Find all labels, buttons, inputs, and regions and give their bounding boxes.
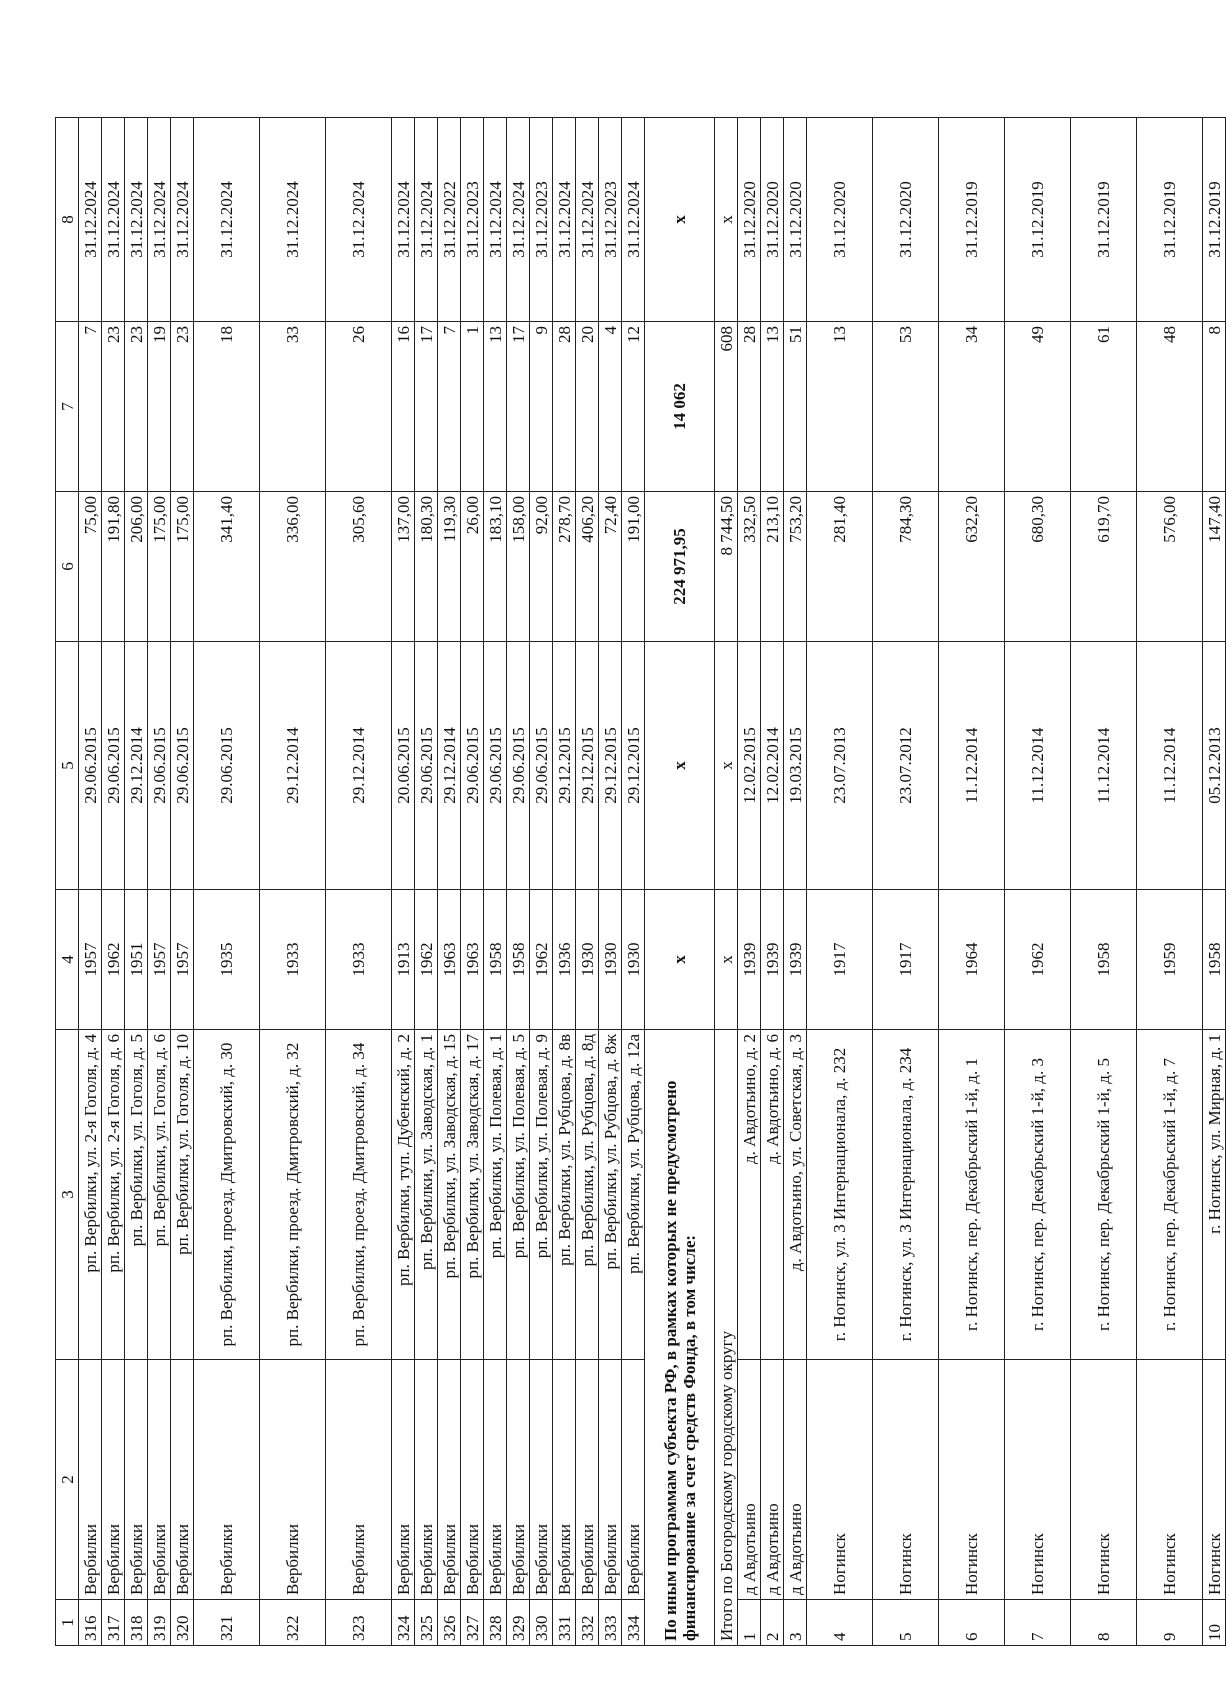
year-built-cell: 1963 <box>438 890 461 1030</box>
residents-cell: 34 <box>939 322 1005 492</box>
recognition-date-cell: 29.12.2014 <box>326 642 392 890</box>
recognition-date-cell: 29.06.2015 <box>148 642 171 890</box>
row-number-cell: 331 <box>553 1600 576 1646</box>
year-built-cell: 1930 <box>622 890 645 1030</box>
table-row <box>507 118 530 1646</box>
address-cell: д. Авдотьино, д. 2 <box>738 1030 761 1360</box>
row-number-cell: 325 <box>415 1600 438 1646</box>
area-cell: 72,40 <box>599 492 622 642</box>
deadline-cell: 31.12.2024 <box>260 118 326 322</box>
header-cell: 7 <box>56 322 79 492</box>
recognition-date-cell: 29.06.2015 <box>461 642 484 890</box>
recognition-date-cell: 29.12.2015 <box>553 642 576 890</box>
year-built-cell: 1917 <box>807 890 873 1030</box>
area-cell: 206,00 <box>125 492 148 642</box>
table-row <box>784 118 807 1646</box>
residents-cell: 19 <box>148 322 171 492</box>
table-row <box>1137 118 1203 1646</box>
row-number-cell: 10 <box>1203 1600 1226 1646</box>
residents-cell: 17 <box>507 322 530 492</box>
address-cell: рп. Вербилки, проезд. Дмитровский, д. 34 <box>326 1030 392 1360</box>
year-built-cell: 1939 <box>784 890 807 1030</box>
header-cell: 3 <box>56 1030 79 1360</box>
address-cell: г. Ногинск, ул. Мирная, д. 1 <box>1203 1030 1226 1360</box>
recognition-date-cell: 11.12.2014 <box>1071 642 1137 890</box>
area-cell: 175,00 <box>148 492 171 642</box>
residents-cell: 49 <box>1005 322 1071 492</box>
residents-cell: 13 <box>807 322 873 492</box>
year-built-cell: 1913 <box>392 890 415 1030</box>
locality-cell: Вербилки <box>507 1360 530 1600</box>
year-built-cell: 1959 <box>1137 890 1203 1030</box>
locality-cell: Вербилки <box>171 1360 194 1600</box>
residents-cell: 23 <box>102 322 125 492</box>
recognition-date-cell: 29.12.2015 <box>576 642 599 890</box>
year-built-cell: 1962 <box>102 890 125 1030</box>
section-year-cell: x <box>645 890 715 1030</box>
address-cell: г. Ногинск, пер. Декабрьский 1-й, д. 1 <box>939 1030 1005 1360</box>
address-cell: рп. Вербилки, ул. 2-я Гоголя, д. 6 <box>102 1030 125 1360</box>
locality-cell: Вербилки <box>530 1360 553 1600</box>
address-cell: рп. Вербилки, ул. Рубцова, д. 8д <box>576 1030 599 1360</box>
section-people-cell: 14 062 <box>645 322 715 492</box>
year-built-cell: 1958 <box>507 890 530 1030</box>
table-row <box>873 118 939 1646</box>
residents-cell: 23 <box>171 322 194 492</box>
year-built-cell: 1962 <box>415 890 438 1030</box>
deadline-cell: 31.12.2023 <box>530 118 553 322</box>
address-cell: г. Ногинск, ул. 3 Интернационала, д. 232 <box>807 1030 873 1360</box>
area-cell: 213,10 <box>761 492 784 642</box>
area-cell: 147,40 <box>1203 492 1226 642</box>
address-cell: рп. Вербилки, проезд. Дмитровский, д. 30 <box>194 1030 260 1360</box>
recognition-date-cell: 11.12.2014 <box>1137 642 1203 890</box>
deadline-cell: 31.12.2019 <box>1005 118 1071 322</box>
residents-cell: 13 <box>484 322 507 492</box>
housing-table <box>55 117 1226 1646</box>
residents-cell: 51 <box>784 322 807 492</box>
recognition-date-cell: 29.06.2015 <box>171 642 194 890</box>
recognition-date-cell: 29.06.2015 <box>415 642 438 890</box>
residents-cell: 7 <box>438 322 461 492</box>
recognition-date-cell: 29.12.2015 <box>622 642 645 890</box>
recognition-date-cell: 29.12.2015 <box>599 642 622 890</box>
deadline-cell: 31.12.2023 <box>599 118 622 322</box>
subtotal-deadline-cell: x <box>715 118 738 322</box>
address-cell: г. Ногинск, ул. 3 Интернационала, д. 234 <box>873 1030 939 1360</box>
area-cell: 175,00 <box>171 492 194 642</box>
deadline-cell: 31.12.2024 <box>102 118 125 322</box>
row-number-cell: 319 <box>148 1600 171 1646</box>
year-built-cell: 1939 <box>761 890 784 1030</box>
address-cell: рп. Вербилки, проезд. Дмитровский, д. 32 <box>260 1030 326 1360</box>
year-built-cell: 1933 <box>326 890 392 1030</box>
row-number-cell: 7 <box>1005 1600 1071 1646</box>
section-label: По иным программам субъекта РФ, в рамках которых не предусмотрено финансирование за счет средств Фонда, в том числе: <box>645 1030 715 1646</box>
area-cell: 341,40 <box>194 492 260 642</box>
area-cell: 278,70 <box>553 492 576 642</box>
deadline-cell: 31.12.2023 <box>461 118 484 322</box>
residents-cell: 4 <box>599 322 622 492</box>
year-built-cell: 1957 <box>148 890 171 1030</box>
row-number-cell: 322 <box>260 1600 326 1646</box>
address-cell: рп. Вербилки, ул. Гоголя, д. 10 <box>171 1030 194 1360</box>
year-built-cell: 1964 <box>939 890 1005 1030</box>
row-number-cell: 6 <box>939 1600 1005 1646</box>
locality-cell: Вербилки <box>79 1360 102 1600</box>
header-cell: 8 <box>56 118 79 322</box>
address-cell: рп. Вербилки, ул. Полевая, д. 5 <box>507 1030 530 1360</box>
recognition-date-cell: 23.07.2012 <box>873 642 939 890</box>
row-number-cell: 333 <box>599 1600 622 1646</box>
locality-cell: Вербилки <box>576 1360 599 1600</box>
recognition-date-cell: 29.06.2015 <box>484 642 507 890</box>
row-number-cell: 8 <box>1071 1600 1137 1646</box>
year-built-cell: 1930 <box>576 890 599 1030</box>
residents-cell: 9 <box>530 322 553 492</box>
residents-cell: 7 <box>79 322 102 492</box>
subtotal-label: Итого по Богородскому городскому округу <box>715 1030 738 1646</box>
recognition-date-cell: 05.12.2013 <box>1203 642 1226 890</box>
header-cell: 6 <box>56 492 79 642</box>
locality-cell: Вербилки <box>194 1360 260 1600</box>
row-number-cell: 1 <box>738 1600 761 1646</box>
area-cell: 305,60 <box>326 492 392 642</box>
deadline-cell: 31.12.2024 <box>484 118 507 322</box>
locality-cell: Вербилки <box>415 1360 438 1600</box>
table-row <box>622 118 645 1646</box>
locality-cell: Вербилки <box>102 1360 125 1600</box>
residents-cell: 28 <box>738 322 761 492</box>
locality-cell: Ногинск <box>807 1360 873 1600</box>
locality-cell: Вербилки <box>148 1360 171 1600</box>
address-cell: рп. Вербилки, ул. Заводская, д. 17 <box>461 1030 484 1360</box>
recognition-date-cell: 29.06.2015 <box>507 642 530 890</box>
table-row <box>148 118 171 1646</box>
address-cell: рп. Вербилки, ул. Заводская, д. 1 <box>415 1030 438 1360</box>
row-number-cell: 328 <box>484 1600 507 1646</box>
section-date-cell: x <box>645 642 715 890</box>
recognition-date-cell: 29.06.2015 <box>79 642 102 890</box>
row-number-cell: 329 <box>507 1600 530 1646</box>
table-row <box>260 118 326 1646</box>
year-built-cell: 1958 <box>1071 890 1137 1030</box>
area-cell: 92,00 <box>530 492 553 642</box>
recognition-date-cell: 29.12.2014 <box>125 642 148 890</box>
recognition-date-cell: 29.12.2014 <box>260 642 326 890</box>
table-header-row <box>56 118 79 1646</box>
row-number-cell: 327 <box>461 1600 484 1646</box>
residents-cell: 17 <box>415 322 438 492</box>
address-cell: г. Ногинск, пер. Декабрьский 1-й, д. 5 <box>1071 1030 1137 1360</box>
residents-cell: 61 <box>1071 322 1137 492</box>
subtotal-year-cell: x <box>715 890 738 1030</box>
deadline-cell: 31.12.2020 <box>761 118 784 322</box>
recognition-date-cell: 23.07.2013 <box>807 642 873 890</box>
deadline-cell: 31.12.2024 <box>148 118 171 322</box>
area-cell: 619,70 <box>1071 492 1137 642</box>
year-built-cell: 1936 <box>553 890 576 1030</box>
residents-cell: 20 <box>576 322 599 492</box>
area-cell: 406,20 <box>576 492 599 642</box>
table-row <box>438 118 461 1646</box>
locality-cell: Ногинск <box>1203 1360 1226 1600</box>
year-built-cell: 1958 <box>1203 890 1226 1030</box>
row-number-cell: 330 <box>530 1600 553 1646</box>
area-cell: 281,40 <box>807 492 873 642</box>
deadline-cell: 31.12.2020 <box>784 118 807 322</box>
year-built-cell: 1917 <box>873 890 939 1030</box>
area-cell: 632,20 <box>939 492 1005 642</box>
area-cell: 191,80 <box>102 492 125 642</box>
subtotal-area-cell: 8 744,50 <box>715 492 738 642</box>
locality-cell: Ногинск <box>873 1360 939 1600</box>
recognition-date-cell: 29.06.2015 <box>530 642 553 890</box>
deadline-cell: 31.12.2020 <box>807 118 873 322</box>
residents-cell: 1 <box>461 322 484 492</box>
address-cell: д. Авдотьино, ул. Советская, д. 3 <box>784 1030 807 1360</box>
residents-cell: 26 <box>326 322 392 492</box>
section-area-cell: 224 971,95 <box>645 492 715 642</box>
locality-cell: д Авдотьино <box>784 1360 807 1600</box>
residents-cell: 23 <box>125 322 148 492</box>
address-cell: рп. Вербилки, ул. Рубцова, д. 12а <box>622 1030 645 1360</box>
table-row <box>530 118 553 1646</box>
subtotal-people-cell: 608 <box>715 322 738 492</box>
area-cell: 26,00 <box>461 492 484 642</box>
table-row <box>102 118 125 1646</box>
year-built-cell: 1939 <box>738 890 761 1030</box>
locality-cell: Вербилки <box>125 1360 148 1600</box>
row-number-cell: 5 <box>873 1600 939 1646</box>
locality-cell: Вербилки <box>622 1360 645 1600</box>
year-built-cell: 1951 <box>125 890 148 1030</box>
residents-cell: 12 <box>622 322 645 492</box>
deadline-cell: 31.12.2020 <box>873 118 939 322</box>
table-row <box>171 118 194 1646</box>
address-cell: рп. Вербилки, ул. Полевая, д. 1 <box>484 1030 507 1360</box>
row-number-cell: 323 <box>326 1600 392 1646</box>
header-cell: 2 <box>56 1360 79 1600</box>
area-cell: 784,30 <box>873 492 939 642</box>
table-body <box>56 118 1226 1646</box>
area-cell: 332,50 <box>738 492 761 642</box>
row-number-cell: 332 <box>576 1600 599 1646</box>
header-cell: 4 <box>56 890 79 1030</box>
year-built-cell: 1962 <box>1005 890 1071 1030</box>
locality-cell: Ногинск <box>1137 1360 1203 1600</box>
row-number-cell: 324 <box>392 1600 415 1646</box>
deadline-cell: 31.12.2024 <box>415 118 438 322</box>
table-row <box>939 118 1005 1646</box>
document-page <box>55 118 1224 1646</box>
residents-cell: 28 <box>553 322 576 492</box>
residents-cell: 13 <box>761 322 784 492</box>
deadline-cell: 31.12.2024 <box>392 118 415 322</box>
deadline-cell: 31.12.2024 <box>194 118 260 322</box>
area-cell: 191,00 <box>622 492 645 642</box>
locality-cell: Вербилки <box>599 1360 622 1600</box>
year-built-cell: 1935 <box>194 890 260 1030</box>
table-row <box>125 118 148 1646</box>
row-number-cell: 326 <box>438 1600 461 1646</box>
recognition-date-cell: 29.06.2015 <box>194 642 260 890</box>
address-cell: рп. Вербилки, ул. Гоголя, д. 6 <box>148 1030 171 1360</box>
table-row <box>1071 118 1137 1646</box>
table-row <box>461 118 484 1646</box>
address-cell: рп. Вербилки, ул. Заводская, д. 15 <box>438 1030 461 1360</box>
area-cell: 680,30 <box>1005 492 1071 642</box>
area-cell: 75,00 <box>79 492 102 642</box>
recognition-date-cell: 12.02.2015 <box>738 642 761 890</box>
residents-cell: 16 <box>392 322 415 492</box>
area-cell: 753,20 <box>784 492 807 642</box>
table-row <box>1005 118 1071 1646</box>
deadline-cell: 31.12.2024 <box>171 118 194 322</box>
locality-cell: д Авдотьино <box>738 1360 761 1600</box>
table-row <box>415 118 438 1646</box>
row-number-cell: 2 <box>761 1600 784 1646</box>
recognition-date-cell: 11.12.2014 <box>1005 642 1071 890</box>
locality-cell: Вербилки <box>438 1360 461 1600</box>
recognition-date-cell: 29.12.2014 <box>438 642 461 890</box>
deadline-cell: 31.12.2024 <box>622 118 645 322</box>
deadline-cell: 31.12.2020 <box>738 118 761 322</box>
table-row <box>326 118 392 1646</box>
deadline-cell: 31.12.2024 <box>576 118 599 322</box>
row-number-cell: 9 <box>1137 1600 1203 1646</box>
table-row <box>553 118 576 1646</box>
header-cell: 5 <box>56 642 79 890</box>
address-cell: рп. Вербилки, ул. Рубцова, д. 8в <box>553 1030 576 1360</box>
locality-cell: Ногинск <box>1071 1360 1137 1600</box>
deadline-cell: 31.12.2024 <box>553 118 576 322</box>
year-built-cell: 1933 <box>260 890 326 1030</box>
address-cell: г. Ногинск, пер. Декабрьский 1-й, д. 7 <box>1137 1030 1203 1360</box>
row-number-cell: 3 <box>784 1600 807 1646</box>
subtotal-date-cell: x <box>715 642 738 890</box>
residents-cell: 18 <box>194 322 260 492</box>
recognition-date-cell: 29.06.2015 <box>102 642 125 890</box>
area-cell: 336,00 <box>260 492 326 642</box>
year-built-cell: 1962 <box>530 890 553 1030</box>
deadline-cell: 31.12.2019 <box>939 118 1005 322</box>
table-row <box>484 118 507 1646</box>
area-cell: 158,00 <box>507 492 530 642</box>
locality-cell: Вербилки <box>484 1360 507 1600</box>
deadline-cell: 31.12.2024 <box>326 118 392 322</box>
area-cell: 137,00 <box>392 492 415 642</box>
locality-cell: Вербилки <box>553 1360 576 1600</box>
deadline-cell: 31.12.2024 <box>507 118 530 322</box>
locality-cell: Вербилки <box>260 1360 326 1600</box>
address-cell: рп. Вербилки, ул. Полевая, д. 9 <box>530 1030 553 1360</box>
recognition-date-cell: 20.06.2015 <box>392 642 415 890</box>
address-cell: рп. Вербилки, ул. Рубцова, д. 8ж <box>599 1030 622 1360</box>
row-number-cell: 317 <box>102 1600 125 1646</box>
deadline-cell: 31.12.2019 <box>1071 118 1137 322</box>
locality-cell: Вербилки <box>326 1360 392 1600</box>
year-built-cell: 1957 <box>79 890 102 1030</box>
table-row <box>1203 118 1226 1646</box>
area-cell: 119,30 <box>438 492 461 642</box>
recognition-date-cell: 12.02.2014 <box>761 642 784 890</box>
recognition-date-cell: 11.12.2014 <box>939 642 1005 890</box>
row-number-cell: 334 <box>622 1600 645 1646</box>
locality-cell: Ногинск <box>1005 1360 1071 1600</box>
header-cell: 1 <box>56 1600 79 1646</box>
rotated-table-wrapper <box>55 118 1224 1646</box>
row-number-cell: 4 <box>807 1600 873 1646</box>
table-row <box>392 118 415 1646</box>
locality-cell: Вербилки <box>461 1360 484 1600</box>
area-cell: 180,30 <box>415 492 438 642</box>
residents-cell: 53 <box>873 322 939 492</box>
area-cell: 576,00 <box>1137 492 1203 642</box>
area-cell: 183,10 <box>484 492 507 642</box>
section-row <box>645 118 715 1646</box>
address-cell: рп. Вербилки, туп. Дубенский, д. 2 <box>392 1030 415 1360</box>
year-built-cell: 1957 <box>171 890 194 1030</box>
year-built-cell: 1963 <box>461 890 484 1030</box>
address-cell: г. Ногинск, пер. Декабрьский 1-й, д. 3 <box>1005 1030 1071 1360</box>
deadline-cell: 31.12.2024 <box>125 118 148 322</box>
locality-cell: Вербилки <box>392 1360 415 1600</box>
recognition-date-cell: 19.03.2015 <box>784 642 807 890</box>
row-number-cell: 321 <box>194 1600 260 1646</box>
deadline-cell: 31.12.2022 <box>438 118 461 322</box>
deadline-cell: 31.12.2019 <box>1203 118 1226 322</box>
locality-cell: Ногинск <box>939 1360 1005 1600</box>
table-row <box>599 118 622 1646</box>
table-row <box>761 118 784 1646</box>
row-number-cell: 320 <box>171 1600 194 1646</box>
table-row <box>194 118 260 1646</box>
locality-cell: д Авдотьино <box>761 1360 784 1600</box>
deadline-cell: 31.12.2019 <box>1137 118 1203 322</box>
row-number-cell: 316 <box>79 1600 102 1646</box>
table-row <box>79 118 102 1646</box>
table-row <box>738 118 761 1646</box>
table-row <box>576 118 599 1646</box>
section-deadline-cell: x <box>645 118 715 322</box>
address-cell: рп. Вербилки, ул. Гоголя, д. 5 <box>125 1030 148 1360</box>
address-cell: д. Авдотьино, д. 6 <box>761 1030 784 1360</box>
subtotal-row <box>715 118 738 1646</box>
residents-cell: 48 <box>1137 322 1203 492</box>
residents-cell: 8 <box>1203 322 1226 492</box>
deadline-cell: 31.12.2024 <box>79 118 102 322</box>
year-built-cell: 1958 <box>484 890 507 1030</box>
year-built-cell: 1930 <box>599 890 622 1030</box>
table-row <box>807 118 873 1646</box>
address-cell: рп. Вербилки, ул. 2-я Гоголя, д. 4 <box>79 1030 102 1360</box>
row-number-cell: 318 <box>125 1600 148 1646</box>
residents-cell: 33 <box>260 322 326 492</box>
